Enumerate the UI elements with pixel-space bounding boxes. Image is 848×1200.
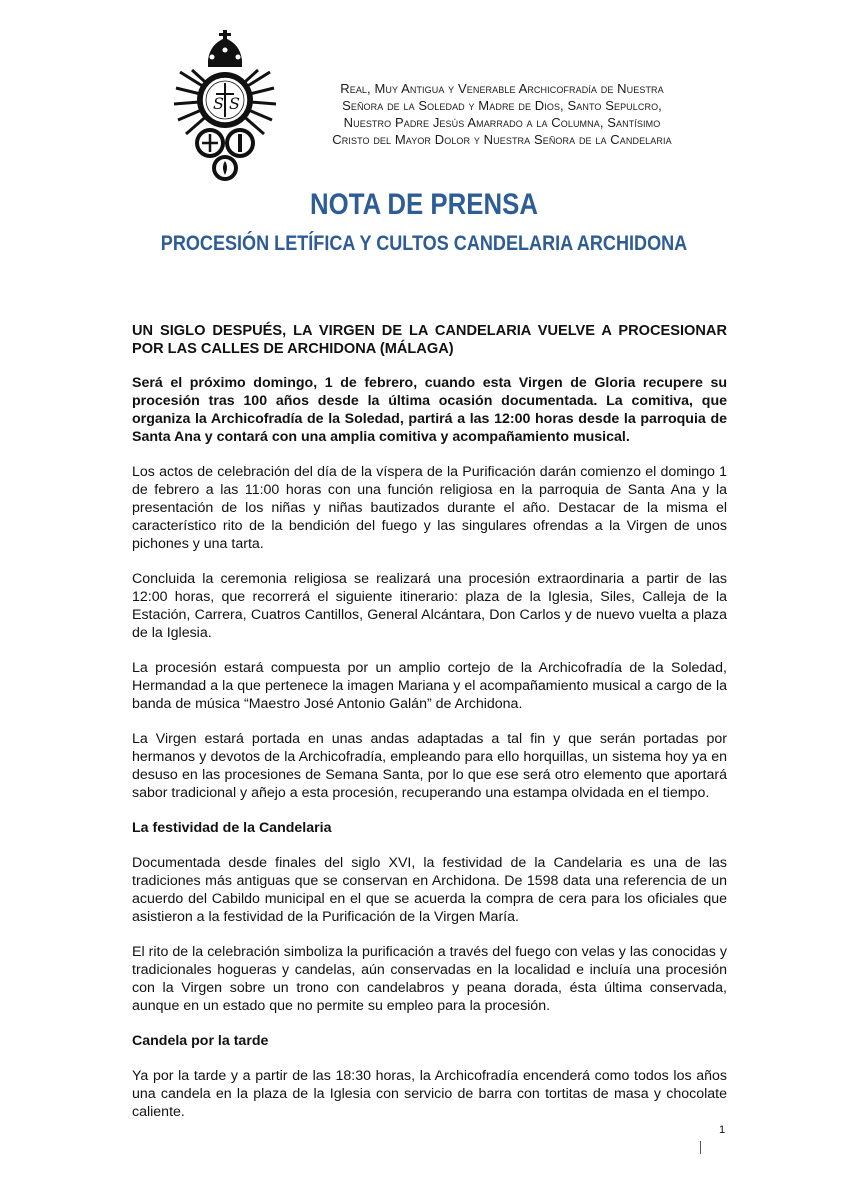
body-paragraph: Ya por la tarde y a partir de las 18:30 horas, la Archicofradía encenderá como todos los años una candela en la plaza de la Iglesia con servicio de barra con tortitas de masa y chocolate caliente. [132,1068,727,1120]
organization-line: Nuestro Padre Jesús Amarrado a la Columna, Santísimo [343,115,661,130]
page-number: 1 [719,1124,726,1136]
headline: UN SIGLO DESPUÉS, LA VIRGEN DE LA CANDELARIA VUELVE A PROCESIONAR POR LAS CALLES DE ARCHIDONA (MÁLAGA) [132,323,727,357]
page-subtitle: PROCESIÓN LETÍFICA Y CULTOS CANDELARIA ARCHIDONA [160,232,688,255]
body-paragraph: La procesión estará compuesta por un amplio cortejo de la Archicofradía de la Soledad, Hermandad a la que pertenece la imagen Mariana y el acompañamiento musical a cargo de la banda de música “Maestro José Antonio Galán” de Archidona. [132,660,727,712]
lead-paragraph: Será el próximo domingo, 1 de febrero, cuando esta Virgen de Gloria recupere su procesión tras 100 años desde la última ocasión documentada. La comitiva, que organiza la Archicofradía de la Soledad, partirá a las 12:00 horas desde la parroquia de Santa Ana y contará con una amplia comitiva y acompañamiento musical. [132,375,727,445]
body-paragraph: Los actos de celebración del día de la víspera de la Purificación darán comienzo el domingo 1 de febrero a las 11:00 horas con una función religiosa en la parroquia de Santa Ana y la presentación de los niñas y niñas bautizados durante el año. Destacar de la misma el característico rito de la bendición del fuego y las singulares ofrendas a la Virgen de unos pichones y una tarta. [132,464,727,552]
crest-letters: S S [213,94,241,113]
section-heading-festividad: La festividad de la Candelaria [132,820,332,836]
footer-divider [700,1141,701,1154]
body-paragraph: Concluida la ceremonia religiosa se realizará una procesión extraordinaria a partir de las 12:00 horas, que recorrerá el siguiente itinerario: plaza de la Iglesia, Siles, Calleja de la Estación, Carrera, Cuatros Cantillos, General Alcántara, Don Carlos y de nuevo vuelta a plaza de la Iglesia. [132,571,727,641]
section-heading-candela: Candela por la tarde [132,1033,269,1049]
brotherhood-crest-icon [172,30,278,182]
body-paragraph: El rito de la celebración simboliza la purificación a través del fuego con velas y las conocidas y tradicionales hogueras y candelas, aún conservadas en la localidad e incluía una procesión con la Virgen sobre un trono con candelabros y peana dorada, ésta última conservada, aunque en un estado que no permite su empleo para la procesión. [132,944,727,1014]
page-title: NOTA DE PRENSA [310,188,538,221]
press-release-body [132,322,727,1138]
body-paragraph: Documentada desde finales del siglo XVI, la festividad de la Candelaria es una de las tradiciones más antiguas que se conservan en Archidona. De 1598 data una referencia de un acuerdo del Cabildo municipal en el que se acuerda la compra de cera para los oficiales que asistieron a la festividad de la Purificación de la Virgen María. [132,855,727,925]
body-paragraph: La Virgen estará portada en unas andas adaptadas a tal fin y que serán portadas por hermanos y devotos de la Archicofradía, empleando para ello horquillas, un sistema hoy ya en desuso en las procesiones de Semana Santa, por lo que ese será otro elemento que aportará sabor tradicional y añejo a esta procesión, recuperando una estampa olvidada en el tiempo. [132,731,727,801]
organization-line: Cristo del Mayor Dolor y Nuestra Señora de la Candelaria [332,132,672,147]
organization-line: Señora de la Soledad y Madre de Dios, Santo Sepulcro, [342,98,662,113]
organization-name [292,80,712,148]
organization-line: Real, Muy Antigua y Venerable Archicofradía de Nuestra [340,81,664,96]
